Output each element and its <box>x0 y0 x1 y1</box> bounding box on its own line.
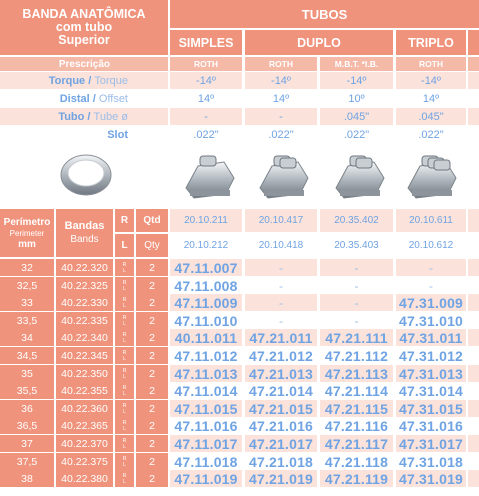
triple-tube-image <box>402 148 462 204</box>
rl-marker <box>115 277 134 294</box>
tube-code: 47.21.015 <box>245 400 317 417</box>
qty-value: 2 <box>136 312 168 329</box>
prescription-0: ROTH <box>170 57 242 71</box>
tube-code: 47.21.113 <box>320 365 393 382</box>
rl-marker <box>115 453 134 470</box>
left-title-line: Superior <box>58 33 110 47</box>
rl-marker-text <box>123 403 127 415</box>
tube-code: 47.31.012 <box>396 347 466 364</box>
rl-marker-text <box>123 297 127 309</box>
perimetro-header-mm: mm <box>18 238 36 250</box>
spec-extra <box>468 108 479 125</box>
band-image <box>58 150 114 200</box>
spec-extra <box>468 90 479 107</box>
rl-l: L <box>123 478 126 485</box>
qtd-header: Qtd <box>136 209 168 232</box>
spec-label-thin: Torque <box>94 74 128 87</box>
spec-label-text <box>60 93 128 105</box>
rl-l: L <box>123 443 126 450</box>
spec-extra <box>468 126 479 143</box>
perimetro-header-perimeter: Perimeter <box>9 228 45 238</box>
tube-code: 47.21.112 <box>320 347 393 364</box>
tube-code: 47.11.008 <box>170 277 242 294</box>
spec-label-slot <box>0 126 168 143</box>
code-l-0: 20.10.212 <box>170 234 242 257</box>
rl-marker-text <box>123 438 127 450</box>
code-l-2: 20.35.403 <box>320 234 393 257</box>
rl-marker <box>115 329 134 346</box>
row-extra <box>468 294 479 311</box>
tube-code: 47.21.111 <box>320 329 393 346</box>
spec-value: -14º <box>396 72 466 89</box>
spec-label-text <box>58 111 128 123</box>
band-code: 40.22.360 <box>56 400 113 417</box>
band-code: 40.22.335 <box>56 312 113 329</box>
rl-marker-text <box>123 385 127 397</box>
tube-code: 47.21.014 <box>245 382 317 399</box>
rl-l: L <box>123 267 126 274</box>
spec-label-bold: Torque <box>48 74 86 87</box>
perimeter-value: 32,5 <box>0 277 54 294</box>
tube-code: 47.21.018 <box>245 453 317 470</box>
tube-code: 47.11.014 <box>170 382 242 399</box>
spec-label-tubo <box>0 108 168 125</box>
rl-marker <box>115 382 134 399</box>
qty-value: 2 <box>136 259 168 276</box>
code-r-extra <box>468 209 479 232</box>
empty-cell: - <box>396 259 466 276</box>
qty-value: 2 <box>136 277 168 294</box>
r-header: R <box>115 209 134 232</box>
type-simples: SIMPLES <box>170 30 242 55</box>
spec-value: -14º <box>320 72 393 89</box>
spec-label-text <box>49 75 128 87</box>
perimeter-value: 33 <box>0 294 54 311</box>
spec-label-bold: Distal <box>59 92 90 105</box>
rl-marker-text <box>123 350 127 362</box>
code-l-extra <box>468 234 479 257</box>
rl-r: R <box>122 261 127 268</box>
row-extra <box>468 347 479 364</box>
prescription-extra <box>468 57 479 71</box>
row-extra <box>468 277 479 294</box>
tube-code: 47.11.019 <box>170 470 242 487</box>
rl-marker-text <box>123 315 127 327</box>
rl-r: R <box>122 331 127 338</box>
rl-marker <box>115 259 134 276</box>
qty-value: 2 <box>136 417 168 434</box>
tube-code: 47.21.019 <box>245 470 317 487</box>
rl-r: R <box>122 419 127 426</box>
code-r-3: 20.10.611 <box>396 209 466 232</box>
rl-marker-text <box>123 368 127 380</box>
spec-value: 14º <box>245 90 317 107</box>
row-extra <box>468 382 479 399</box>
spec-value: 10º <box>320 90 393 107</box>
spec-value: .045" <box>396 108 466 125</box>
band-code: 40.22.365 <box>56 417 113 434</box>
code-r-2: 20.35.402 <box>320 209 393 232</box>
l-header: L <box>115 234 134 257</box>
qty-value: 2 <box>136 347 168 364</box>
rl-marker <box>115 347 134 364</box>
tube-code: 47.31.009 <box>396 294 466 311</box>
rl-marker-text <box>123 332 127 344</box>
empty-cell: - <box>396 277 466 294</box>
band-code: 40.22.350 <box>56 365 113 382</box>
rl-r: R <box>122 472 127 479</box>
spec-label-text <box>107 129 128 141</box>
row-extra <box>468 365 479 382</box>
rl-marker <box>115 435 134 452</box>
spec-extra <box>468 72 479 89</box>
rl-marker <box>115 470 134 487</box>
spec-label-torque <box>0 72 168 89</box>
tube-code: 47.21.016 <box>245 417 317 434</box>
rl-l: L <box>123 390 126 397</box>
rl-l: L <box>123 408 126 415</box>
spec-label-bold: Slot <box>107 128 128 141</box>
perimeter-value: 38 <box>0 470 54 487</box>
spec-value: - <box>170 108 242 125</box>
perimeter-value: 36,5 <box>0 417 54 434</box>
code-r-1: 20.10.417 <box>245 209 317 232</box>
rl-l: L <box>123 425 126 432</box>
empty-cell: - <box>245 294 317 311</box>
rl-marker-text <box>123 280 127 292</box>
tube-code: 47.21.013 <box>245 365 317 382</box>
row-extra <box>468 417 479 434</box>
empty-cell: - <box>320 277 393 294</box>
rl-r: R <box>122 349 127 356</box>
qty-value: 2 <box>136 435 168 452</box>
rl-r: R <box>122 296 127 303</box>
tube-code: 47.21.011 <box>245 329 317 346</box>
type-duplo: DUPLO <box>245 30 393 55</box>
rl-marker-text <box>123 473 127 485</box>
band-code: 40.22.380 <box>56 470 113 487</box>
tube-code: 47.31.014 <box>396 382 466 399</box>
tube-code: 47.31.011 <box>396 329 466 346</box>
spec-value: .045" <box>320 108 393 125</box>
tube-code: 47.31.010 <box>396 312 466 329</box>
row-extra <box>468 259 479 276</box>
perimeter-value: 34 <box>0 329 54 346</box>
code-l-3: 20.10.612 <box>396 234 466 257</box>
bandas-header-bands: Bands <box>70 234 99 245</box>
spec-value: -14º <box>170 72 242 89</box>
spec-value: 14º <box>170 90 242 107</box>
spec-value: 14º <box>396 90 466 107</box>
rl-r: R <box>122 314 127 321</box>
tube-code: 47.11.013 <box>170 365 242 382</box>
rl-l: L <box>123 373 126 380</box>
tube-code: 47.21.117 <box>320 435 393 452</box>
rl-r: R <box>122 384 127 391</box>
qty-value: 2 <box>136 400 168 417</box>
rl-r: R <box>122 437 127 444</box>
row-extra <box>468 329 479 346</box>
tube-code: 40.11.011 <box>170 329 242 346</box>
tube-code: 47.21.115 <box>320 400 393 417</box>
rl-r: R <box>122 279 127 286</box>
spec-value: -14º <box>245 72 317 89</box>
row-extra <box>468 453 479 470</box>
perimeter-value: 34,5 <box>0 347 54 364</box>
perimeter-value: 35 <box>0 365 54 382</box>
empty-cell: - <box>245 259 317 276</box>
spec-value: .022" <box>396 126 466 143</box>
tube-code: 47.11.018 <box>170 453 242 470</box>
type-triplo: TRIPLO <box>396 30 466 55</box>
tube-code: 47.21.017 <box>245 435 317 452</box>
empty-cell: - <box>320 259 393 276</box>
spec-label-sep: / <box>84 110 94 123</box>
band-code: 40.22.325 <box>56 277 113 294</box>
prescription-3: ROTH <box>396 57 466 71</box>
spec-label-thin: Tube ø <box>93 110 128 123</box>
row-extra <box>468 470 479 487</box>
rl-r: R <box>122 367 127 374</box>
empty-cell: - <box>245 277 317 294</box>
spec-label-thin: Offset <box>98 92 128 105</box>
spec-value: - <box>245 108 317 125</box>
rl-marker <box>115 417 134 434</box>
rl-l: L <box>123 302 126 309</box>
qty-value: 2 <box>136 365 168 382</box>
spec-label-distal <box>0 90 168 107</box>
prescription-1: ROTH <box>245 57 317 71</box>
double-tube-image <box>254 148 310 204</box>
band-code: 40.22.345 <box>56 347 113 364</box>
tube-code: 47.31.019 <box>396 470 466 487</box>
band-code: 40.22.375 <box>56 453 113 470</box>
type-extra <box>468 30 479 55</box>
tube-code: 47.31.017 <box>396 435 466 452</box>
tubos-header: TUBOS <box>170 0 479 28</box>
spec-label-bold: Tubo <box>58 110 85 123</box>
tube-code: 47.11.015 <box>170 400 242 417</box>
empty-cell: - <box>320 312 393 329</box>
rl-r: R <box>122 455 127 462</box>
perimeter-value: 32 <box>0 259 54 276</box>
bandas-header <box>56 209 113 257</box>
perimeter-value: 35,5 <box>0 382 54 399</box>
row-extra <box>468 400 479 417</box>
bandas-header-bandas: Bandas <box>64 220 105 232</box>
prescription-2: M.B.T. *I.B. <box>320 57 393 71</box>
spec-label-sep: / <box>85 74 95 87</box>
rl-marker <box>115 400 134 417</box>
spec-value: .022" <box>170 126 242 143</box>
tube-code: 47.21.116 <box>320 417 393 434</box>
qty-value: 2 <box>136 329 168 346</box>
qty-value: 2 <box>136 470 168 487</box>
tube-code: 47.21.012 <box>245 347 317 364</box>
double-tube-mbt-image <box>330 148 386 204</box>
tube-code: 47.21.118 <box>320 453 393 470</box>
tube-code: 47.11.010 <box>170 312 242 329</box>
empty-cell: - <box>320 294 393 311</box>
rl-marker <box>115 312 134 329</box>
band-code: 40.22.355 <box>56 382 113 399</box>
left-title-line: com tubo <box>55 20 113 34</box>
rl-marker-text <box>123 420 127 432</box>
rl-marker-text <box>123 456 127 468</box>
perimeter-value: 36 <box>0 400 54 417</box>
tube-code: 47.31.013 <box>396 365 466 382</box>
code-r-0: 20.10.211 <box>170 209 242 232</box>
perimeter-value: 37 <box>0 435 54 452</box>
spec-value: .022" <box>245 126 317 143</box>
tube-code: 47.11.016 <box>170 417 242 434</box>
row-extra <box>468 312 479 329</box>
tube-code: 47.11.012 <box>170 347 242 364</box>
tube-code: 47.31.018 <box>396 453 466 470</box>
band-code: 40.22.330 <box>56 294 113 311</box>
rl-l: L <box>123 285 126 292</box>
prescricao-label: Prescrição <box>0 57 168 71</box>
single-tube-image <box>180 148 236 204</box>
band-code: 40.22.320 <box>56 259 113 276</box>
rl-l: L <box>123 461 126 468</box>
tube-code: 47.11.017 <box>170 435 242 452</box>
empty-cell: - <box>245 312 317 329</box>
spec-label-sep: / <box>89 92 99 105</box>
left-title <box>0 0 168 55</box>
perimetro-header-perimetro: Perímetro <box>3 216 51 228</box>
qty-value: 2 <box>136 382 168 399</box>
rl-l: L <box>123 337 126 344</box>
tube-code: 47.31.016 <box>396 417 466 434</box>
row-extra <box>468 435 479 452</box>
rl-r: R <box>122 402 127 409</box>
tube-code: 47.11.007 <box>170 259 242 276</box>
code-l-1: 20.10.418 <box>245 234 317 257</box>
perimeter-value: 37,5 <box>0 453 54 470</box>
rl-marker-text <box>123 262 127 274</box>
perimetro-header <box>0 209 54 257</box>
band-code: 40.22.370 <box>56 435 113 452</box>
qty-value: 2 <box>136 453 168 470</box>
tube-code: 47.31.015 <box>396 400 466 417</box>
spec-value: .022" <box>320 126 393 143</box>
rl-marker <box>115 294 134 311</box>
rl-l: L <box>123 355 126 362</box>
qty-header: Qty <box>136 234 168 257</box>
tube-code: 47.21.114 <box>320 382 393 399</box>
perimeter-value: 33,5 <box>0 312 54 329</box>
tube-code: 47.21.119 <box>320 470 393 487</box>
rl-l: L <box>123 320 126 327</box>
rl-marker <box>115 365 134 382</box>
left-title-line: BANDA ANATÔMICA <box>22 7 146 21</box>
qty-value: 2 <box>136 294 168 311</box>
band-code: 40.22.340 <box>56 329 113 346</box>
tube-code: 47.11.009 <box>170 294 242 311</box>
